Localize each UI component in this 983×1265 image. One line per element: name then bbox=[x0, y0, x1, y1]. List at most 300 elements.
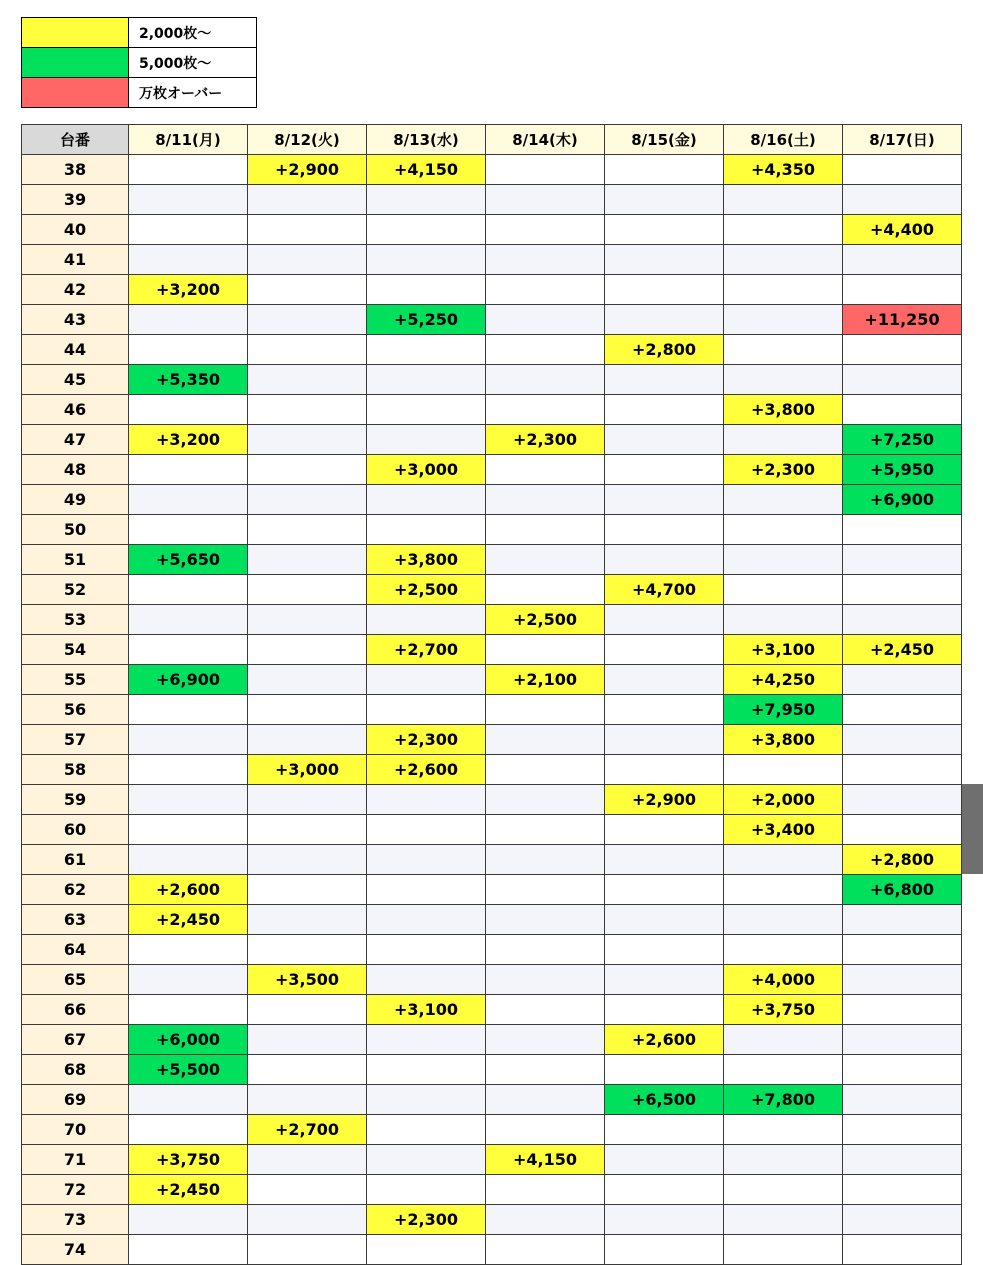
header-date: 8/12(火) bbox=[248, 125, 367, 155]
legend-swatch bbox=[22, 48, 129, 78]
result-cell bbox=[367, 1235, 486, 1265]
result-cell bbox=[605, 725, 724, 755]
machine-number-cell: 53 bbox=[22, 605, 129, 635]
result-cell: +6,900 bbox=[129, 665, 248, 695]
result-cell bbox=[605, 155, 724, 185]
machine-number-cell: 60 bbox=[22, 815, 129, 845]
result-cell bbox=[605, 815, 724, 845]
result-cell bbox=[843, 665, 962, 695]
result-cell bbox=[367, 335, 486, 365]
result-cell bbox=[605, 1115, 724, 1145]
result-cell bbox=[724, 365, 843, 395]
result-cell bbox=[367, 815, 486, 845]
result-cell bbox=[129, 575, 248, 605]
result-cell bbox=[129, 965, 248, 995]
result-cell bbox=[486, 875, 605, 905]
legend-swatch bbox=[22, 18, 129, 48]
result-cell bbox=[724, 935, 843, 965]
machine-number-cell: 65 bbox=[22, 965, 129, 995]
result-cell bbox=[367, 395, 486, 425]
result-cell bbox=[843, 935, 962, 965]
result-cell bbox=[129, 1235, 248, 1265]
result-cell bbox=[129, 185, 248, 215]
machine-number-cell: 46 bbox=[22, 395, 129, 425]
result-cell: +7,800 bbox=[724, 1085, 843, 1115]
result-cell: +2,450 bbox=[129, 1175, 248, 1205]
result-cell bbox=[367, 785, 486, 815]
result-cell bbox=[843, 1235, 962, 1265]
result-cell bbox=[843, 365, 962, 395]
result-cell bbox=[843, 1085, 962, 1115]
result-cell bbox=[248, 575, 367, 605]
result-cell bbox=[248, 725, 367, 755]
result-cell bbox=[843, 1055, 962, 1085]
machine-number-cell: 59 bbox=[22, 785, 129, 815]
result-cell bbox=[129, 485, 248, 515]
machine-number-cell: 64 bbox=[22, 935, 129, 965]
result-cell bbox=[248, 845, 367, 875]
result-cell bbox=[605, 245, 724, 275]
machine-number-cell: 74 bbox=[22, 1235, 129, 1265]
result-cell bbox=[605, 695, 724, 725]
legend-table bbox=[21, 17, 257, 108]
result-cell bbox=[843, 905, 962, 935]
table-row bbox=[22, 1025, 962, 1055]
result-cell bbox=[248, 815, 367, 845]
result-cell bbox=[486, 485, 605, 515]
result-cell: +3,800 bbox=[724, 725, 843, 755]
table-row bbox=[22, 515, 962, 545]
result-cell bbox=[605, 395, 724, 425]
result-cell bbox=[605, 365, 724, 395]
result-cell bbox=[486, 545, 605, 575]
result-cell bbox=[486, 335, 605, 365]
machine-number-cell: 50 bbox=[22, 515, 129, 545]
result-cell bbox=[129, 1115, 248, 1145]
result-cell bbox=[605, 485, 724, 515]
header-machine-number: 台番 bbox=[22, 125, 129, 155]
table-row bbox=[22, 395, 962, 425]
result-cell bbox=[129, 1085, 248, 1115]
result-cell bbox=[605, 605, 724, 635]
result-cell: +2,600 bbox=[367, 755, 486, 785]
legend-row bbox=[22, 48, 257, 78]
result-cell bbox=[248, 455, 367, 485]
result-cell bbox=[129, 395, 248, 425]
result-cell bbox=[486, 845, 605, 875]
result-cell: +5,500 bbox=[129, 1055, 248, 1085]
result-cell bbox=[367, 905, 486, 935]
table-row bbox=[22, 785, 962, 815]
machine-number-cell: 45 bbox=[22, 365, 129, 395]
result-cell bbox=[724, 875, 843, 905]
result-cell bbox=[486, 935, 605, 965]
result-cell: +2,500 bbox=[367, 575, 486, 605]
result-cell bbox=[843, 1025, 962, 1055]
result-cell bbox=[843, 185, 962, 215]
machine-number-cell: 48 bbox=[22, 455, 129, 485]
result-cell bbox=[724, 275, 843, 305]
result-cell bbox=[248, 425, 367, 455]
result-cell bbox=[843, 605, 962, 635]
table-row bbox=[22, 215, 962, 245]
result-cell: +4,150 bbox=[486, 1145, 605, 1175]
result-cell: +3,100 bbox=[367, 995, 486, 1025]
legend-swatch bbox=[22, 78, 129, 108]
machine-number-cell: 40 bbox=[22, 215, 129, 245]
result-cell bbox=[724, 545, 843, 575]
result-cell bbox=[486, 305, 605, 335]
table-row bbox=[22, 545, 962, 575]
result-cell bbox=[486, 455, 605, 485]
table-row bbox=[22, 485, 962, 515]
result-cell bbox=[486, 395, 605, 425]
result-cell bbox=[248, 1145, 367, 1175]
result-cell bbox=[367, 1175, 486, 1205]
result-cell bbox=[248, 515, 367, 545]
result-cell: +5,650 bbox=[129, 545, 248, 575]
result-cell bbox=[486, 155, 605, 185]
result-cell bbox=[605, 305, 724, 335]
result-cell bbox=[129, 755, 248, 785]
result-cell: +2,300 bbox=[367, 1205, 486, 1235]
result-cell bbox=[367, 485, 486, 515]
results-table bbox=[21, 124, 962, 1265]
result-cell bbox=[129, 1205, 248, 1235]
result-cell bbox=[129, 215, 248, 245]
result-cell: +3,800 bbox=[724, 395, 843, 425]
result-cell bbox=[486, 365, 605, 395]
result-cell bbox=[724, 1115, 843, 1145]
result-cell bbox=[486, 1055, 605, 1085]
result-cell bbox=[248, 305, 367, 335]
table-row bbox=[22, 425, 962, 455]
result-cell bbox=[367, 275, 486, 305]
table-row bbox=[22, 695, 962, 725]
result-cell bbox=[605, 1055, 724, 1085]
result-cell bbox=[724, 335, 843, 365]
machine-number-cell: 62 bbox=[22, 875, 129, 905]
result-cell bbox=[605, 545, 724, 575]
result-cell bbox=[843, 755, 962, 785]
result-cell bbox=[248, 1085, 367, 1115]
result-cell bbox=[486, 215, 605, 245]
machine-number-cell: 58 bbox=[22, 755, 129, 785]
machine-number-cell: 72 bbox=[22, 1175, 129, 1205]
result-cell bbox=[605, 1175, 724, 1205]
machine-number-cell: 61 bbox=[22, 845, 129, 875]
result-cell bbox=[486, 1175, 605, 1205]
result-cell: +2,450 bbox=[129, 905, 248, 935]
result-cell bbox=[843, 785, 962, 815]
result-cell bbox=[486, 965, 605, 995]
result-cell bbox=[605, 215, 724, 245]
result-cell: +3,100 bbox=[724, 635, 843, 665]
result-cell bbox=[605, 965, 724, 995]
result-cell bbox=[129, 695, 248, 725]
machine-number-cell: 44 bbox=[22, 335, 129, 365]
result-cell: +2,100 bbox=[486, 665, 605, 695]
result-cell bbox=[605, 1145, 724, 1175]
result-cell bbox=[724, 1025, 843, 1055]
legend-row bbox=[22, 18, 257, 48]
result-cell bbox=[724, 575, 843, 605]
result-cell bbox=[486, 245, 605, 275]
result-cell bbox=[843, 965, 962, 995]
result-cell bbox=[129, 515, 248, 545]
result-cell bbox=[605, 185, 724, 215]
result-cell bbox=[248, 635, 367, 665]
result-cell: +3,750 bbox=[129, 1145, 248, 1175]
result-cell bbox=[367, 215, 486, 245]
result-cell: +4,000 bbox=[724, 965, 843, 995]
result-cell bbox=[248, 1055, 367, 1085]
machine-number-cell: 54 bbox=[22, 635, 129, 665]
scrollbar-thumb[interactable] bbox=[962, 784, 983, 874]
result-cell bbox=[843, 1145, 962, 1175]
table-row bbox=[22, 305, 962, 335]
table-row bbox=[22, 845, 962, 875]
result-cell bbox=[129, 635, 248, 665]
result-cell bbox=[605, 905, 724, 935]
result-cell bbox=[129, 935, 248, 965]
result-cell bbox=[486, 695, 605, 725]
result-cell bbox=[724, 1175, 843, 1205]
result-cell: +7,950 bbox=[724, 695, 843, 725]
result-cell bbox=[486, 1085, 605, 1115]
result-cell bbox=[486, 1115, 605, 1145]
result-cell bbox=[367, 695, 486, 725]
table-row bbox=[22, 905, 962, 935]
result-cell bbox=[248, 275, 367, 305]
result-cell bbox=[605, 935, 724, 965]
result-cell: +6,900 bbox=[843, 485, 962, 515]
result-cell bbox=[486, 275, 605, 305]
result-cell bbox=[129, 845, 248, 875]
result-cell bbox=[367, 1115, 486, 1145]
result-cell: +3,750 bbox=[724, 995, 843, 1025]
machine-number-cell: 63 bbox=[22, 905, 129, 935]
result-cell bbox=[843, 1175, 962, 1205]
result-cell bbox=[843, 395, 962, 425]
result-cell bbox=[843, 335, 962, 365]
result-cell bbox=[843, 575, 962, 605]
machine-number-cell: 66 bbox=[22, 995, 129, 1025]
machine-number-cell: 70 bbox=[22, 1115, 129, 1145]
result-cell bbox=[486, 185, 605, 215]
result-cell: +3,000 bbox=[367, 455, 486, 485]
result-cell bbox=[843, 245, 962, 275]
result-cell: +2,500 bbox=[486, 605, 605, 635]
result-cell bbox=[843, 725, 962, 755]
result-cell: +3,200 bbox=[129, 275, 248, 305]
result-cell bbox=[486, 635, 605, 665]
result-cell bbox=[486, 995, 605, 1025]
machine-number-cell: 51 bbox=[22, 545, 129, 575]
result-cell bbox=[129, 725, 248, 755]
table-row bbox=[22, 155, 962, 185]
result-cell: +2,800 bbox=[843, 845, 962, 875]
table-row bbox=[22, 755, 962, 785]
header-date: 8/16(土) bbox=[724, 125, 843, 155]
machine-number-cell: 57 bbox=[22, 725, 129, 755]
result-cell bbox=[724, 305, 843, 335]
result-cell bbox=[486, 905, 605, 935]
result-cell: +4,250 bbox=[724, 665, 843, 695]
machine-number-cell: 73 bbox=[22, 1205, 129, 1235]
result-cell: +4,400 bbox=[843, 215, 962, 245]
result-cell bbox=[367, 965, 486, 995]
result-cell: +2,900 bbox=[248, 155, 367, 185]
result-cell: +6,000 bbox=[129, 1025, 248, 1055]
result-cell: +5,350 bbox=[129, 365, 248, 395]
machine-number-cell: 69 bbox=[22, 1085, 129, 1115]
header-date: 8/11(月) bbox=[129, 125, 248, 155]
result-cell bbox=[843, 1115, 962, 1145]
result-cell bbox=[367, 1145, 486, 1175]
result-cell bbox=[248, 875, 367, 905]
result-cell: +6,500 bbox=[605, 1085, 724, 1115]
result-cell bbox=[605, 875, 724, 905]
result-cell: +2,700 bbox=[248, 1115, 367, 1145]
result-cell bbox=[486, 515, 605, 545]
result-cell bbox=[724, 485, 843, 515]
result-cell: +3,800 bbox=[367, 545, 486, 575]
result-cell bbox=[605, 515, 724, 545]
result-cell: +2,300 bbox=[486, 425, 605, 455]
result-cell: +5,250 bbox=[367, 305, 486, 335]
result-cell: +6,800 bbox=[843, 875, 962, 905]
result-cell bbox=[367, 1055, 486, 1085]
result-cell: +3,400 bbox=[724, 815, 843, 845]
result-cell: +7,250 bbox=[843, 425, 962, 455]
result-cell bbox=[248, 995, 367, 1025]
result-cell: +3,500 bbox=[248, 965, 367, 995]
result-cell bbox=[486, 755, 605, 785]
table-row bbox=[22, 185, 962, 215]
result-cell bbox=[248, 1025, 367, 1055]
result-cell bbox=[248, 785, 367, 815]
result-cell bbox=[129, 785, 248, 815]
result-cell: +4,700 bbox=[605, 575, 724, 605]
table-row bbox=[22, 965, 962, 995]
result-cell bbox=[605, 845, 724, 875]
result-cell bbox=[248, 545, 367, 575]
result-cell: +2,000 bbox=[724, 785, 843, 815]
result-cell bbox=[486, 1025, 605, 1055]
table-row bbox=[22, 1085, 962, 1115]
result-cell bbox=[248, 365, 367, 395]
result-cell bbox=[724, 1145, 843, 1175]
result-cell bbox=[486, 725, 605, 755]
result-cell bbox=[724, 905, 843, 935]
table-row bbox=[22, 1145, 962, 1175]
result-cell: +2,600 bbox=[129, 875, 248, 905]
result-cell bbox=[367, 515, 486, 545]
table-row bbox=[22, 335, 962, 365]
result-cell bbox=[605, 425, 724, 455]
result-cell bbox=[724, 605, 843, 635]
result-cell bbox=[605, 1235, 724, 1265]
machine-number-cell: 39 bbox=[22, 185, 129, 215]
result-cell bbox=[843, 155, 962, 185]
table-row bbox=[22, 1055, 962, 1085]
result-cell bbox=[248, 1235, 367, 1265]
result-cell bbox=[605, 995, 724, 1025]
result-cell: +2,450 bbox=[843, 635, 962, 665]
table-row bbox=[22, 935, 962, 965]
table-row bbox=[22, 665, 962, 695]
table-row bbox=[22, 605, 962, 635]
result-cell: +2,300 bbox=[724, 455, 843, 485]
table-row bbox=[22, 995, 962, 1025]
table-row bbox=[22, 1115, 962, 1145]
result-cell: +5,950 bbox=[843, 455, 962, 485]
machine-number-cell: 49 bbox=[22, 485, 129, 515]
table-row bbox=[22, 1205, 962, 1235]
result-cell bbox=[486, 575, 605, 605]
table-row bbox=[22, 875, 962, 905]
table-row bbox=[22, 635, 962, 665]
result-cell bbox=[248, 695, 367, 725]
machine-number-cell: 68 bbox=[22, 1055, 129, 1085]
table-row bbox=[22, 575, 962, 605]
machine-number-cell: 56 bbox=[22, 695, 129, 725]
result-cell bbox=[605, 275, 724, 305]
result-cell bbox=[843, 815, 962, 845]
result-cell bbox=[605, 665, 724, 695]
header-date: 8/14(木) bbox=[486, 125, 605, 155]
result-cell bbox=[724, 755, 843, 785]
result-cell bbox=[129, 305, 248, 335]
result-cell bbox=[248, 935, 367, 965]
result-cell bbox=[605, 755, 724, 785]
result-cell bbox=[843, 995, 962, 1025]
table-row bbox=[22, 245, 962, 275]
result-cell bbox=[129, 455, 248, 485]
machine-number-cell: 41 bbox=[22, 245, 129, 275]
result-cell bbox=[248, 665, 367, 695]
result-cell bbox=[248, 605, 367, 635]
result-cell: +2,800 bbox=[605, 335, 724, 365]
result-cell bbox=[843, 1205, 962, 1235]
result-cell: +2,700 bbox=[367, 635, 486, 665]
result-cell bbox=[486, 1235, 605, 1265]
result-cell bbox=[248, 485, 367, 515]
header-date: 8/15(金) bbox=[605, 125, 724, 155]
machine-number-cell: 47 bbox=[22, 425, 129, 455]
result-cell bbox=[367, 665, 486, 695]
machine-number-cell: 42 bbox=[22, 275, 129, 305]
result-cell bbox=[129, 245, 248, 275]
result-cell bbox=[248, 215, 367, 245]
table-row bbox=[22, 365, 962, 395]
table-row bbox=[22, 455, 962, 485]
result-cell bbox=[724, 185, 843, 215]
scrollbar-track[interactable] bbox=[962, 124, 983, 1265]
machine-number-cell: 71 bbox=[22, 1145, 129, 1175]
result-cell bbox=[843, 545, 962, 575]
result-cell bbox=[724, 1205, 843, 1235]
result-cell bbox=[367, 185, 486, 215]
table-row bbox=[22, 275, 962, 305]
result-cell bbox=[724, 845, 843, 875]
result-cell bbox=[367, 1085, 486, 1115]
result-cell bbox=[605, 455, 724, 485]
table-row bbox=[22, 1175, 962, 1205]
result-cell bbox=[248, 1205, 367, 1235]
result-cell bbox=[724, 425, 843, 455]
